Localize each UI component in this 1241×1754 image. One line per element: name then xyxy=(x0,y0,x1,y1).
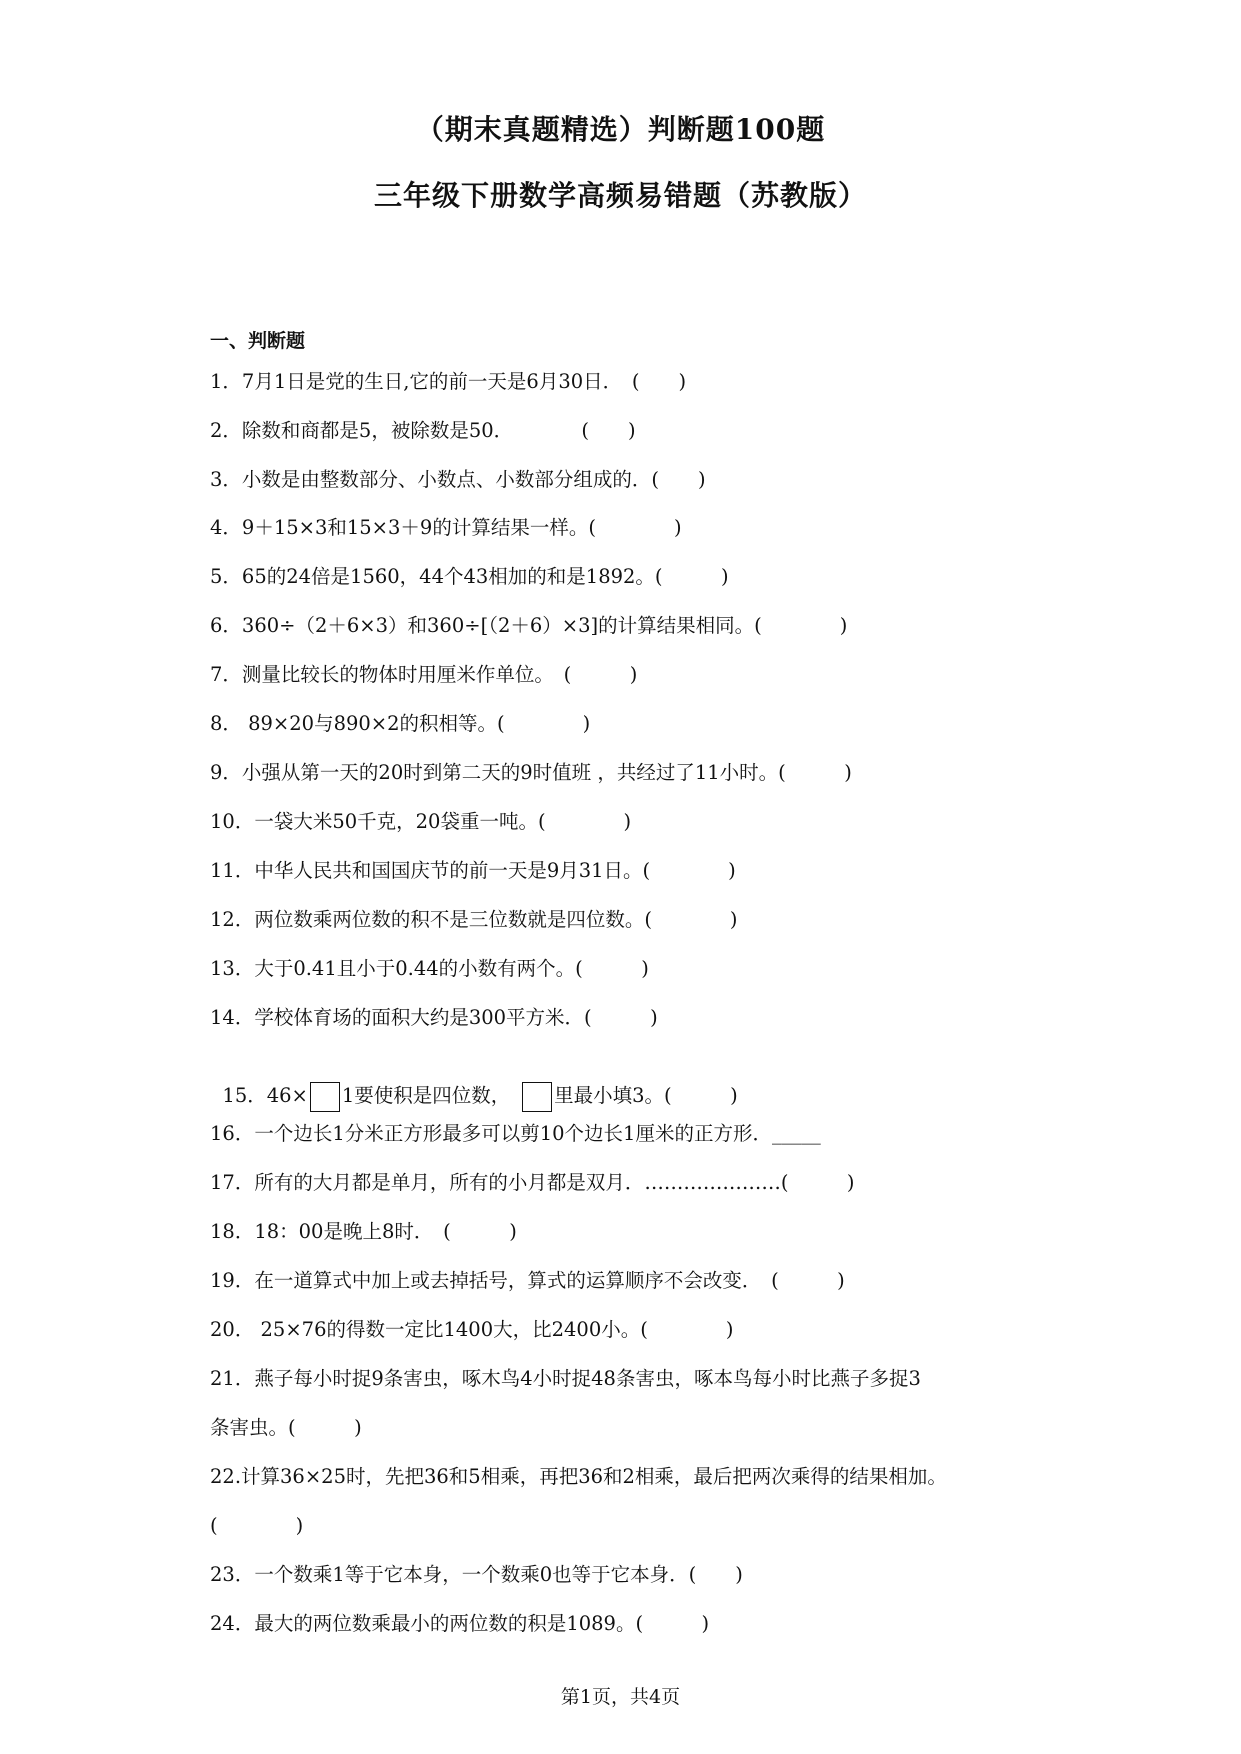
question-18: 18．18：00是晚上8时． ( ) xyxy=(210,1220,517,1243)
question-22-line-2: ( ) xyxy=(210,1514,304,1537)
question-11: 11．中华人民共和国国庆节的前一天是9月31日。( ) xyxy=(210,859,736,882)
question-4: 4．9＋15×3和15×3＋9的计算结果一样。( ) xyxy=(210,516,682,539)
question-23: 23．一个数乘1等于它本身，一个数乘0也等于它本身．( ) xyxy=(210,1563,743,1586)
question-16: 16．一个边长1分米正方形最多可以剪10个边长1厘米的正方形．_____ xyxy=(210,1122,821,1145)
question-3: 3．小数是由整数部分、小数点、小数部分组成的．( ) xyxy=(210,468,706,491)
question-20: 20． 25×76的得数一定比1400大，比2400小。( ) xyxy=(210,1318,734,1341)
question-21-line-2: 条害虫。( ) xyxy=(210,1416,362,1439)
page-footer: 第1页，共4页 xyxy=(560,1686,681,1708)
question-10: 10．一袋大米50千克，20袋重一吨。( ) xyxy=(210,810,632,833)
question-8: 8． 89×20与890×2的积相等。( ) xyxy=(210,712,591,735)
question-21-line-1: 21．燕子每小时捉9条害虫，啄木鸟4小时捉48条害虫，啄本鸟每小时比燕子多捉3 xyxy=(210,1367,921,1390)
question-1: 1．7月1日是党的生日,它的前一天是6月30日． ( ) xyxy=(210,370,687,393)
question-13: 13．大于0.41且小于0.44的小数有两个。( ) xyxy=(210,957,649,980)
question-24: 24．最大的两位数乘最小的两位数的积是1089。( ) xyxy=(210,1612,710,1635)
question-15-part-a: 15．46× xyxy=(222,1084,308,1107)
question-17: 17．所有的大月都是单月，所有的小月都是双月．…………………( ) xyxy=(210,1171,855,1194)
blank-box-1 xyxy=(310,1082,340,1112)
title-line-2: 三年级下册数学高频易错题（苏教版） xyxy=(373,179,867,212)
question-5: 5．65的24倍是1560，44个43相加的和是1892。( ) xyxy=(210,565,729,588)
blank-box-2 xyxy=(522,1082,552,1112)
question-2: 2．除数和商都是5，被除数是50． ( ) xyxy=(210,419,636,442)
title-line-1: （期末真题精选）判断题100题 xyxy=(415,113,826,146)
question-22-line-1: 22.计算36×25时，先把36和5相乘，再把36和2相乘，最后把两次乘得的结果相加。 xyxy=(210,1465,947,1488)
question-9: 9．小强从第一天的20时到第二天的9时值班 ，共经过了11小时。( ) xyxy=(210,761,852,784)
question-14: 14．学校体育场的面积大约是300平方米．( ) xyxy=(210,1006,658,1029)
question-15-part-b: 1要使积是四位数， xyxy=(341,1084,501,1107)
question-19: 19．在一道算式中加上或去掉括号，算式的运算顺序不会改变． ( ) xyxy=(210,1269,845,1292)
question-6: 6．360÷（2＋6×3）和360÷[（2＋6）×3]的计算结果相同。( ) xyxy=(210,614,848,637)
question-15 xyxy=(210,1057,738,1112)
question-7: 7．测量比较长的物体时用厘米作单位。 ( ) xyxy=(210,663,638,686)
section-heading: 一、判断题 xyxy=(210,330,306,352)
question-12: 12．两位数乘两位数的积不是三位数就是四位数。( ) xyxy=(210,908,738,931)
question-15-part-c: 里最小填3。( ) xyxy=(554,1084,738,1107)
